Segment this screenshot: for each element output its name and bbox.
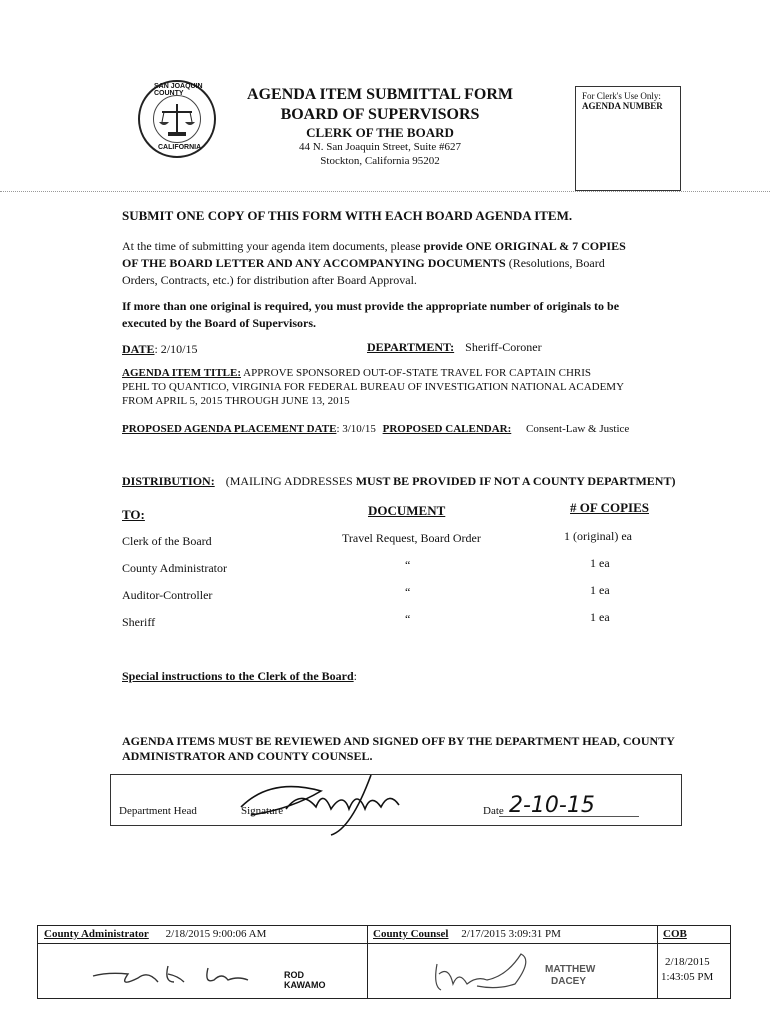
office-name: CLERK OF THE BOARD [306, 125, 454, 140]
date-label-signoff: Date [483, 805, 504, 817]
county-counsel-signature [417, 946, 557, 996]
col-to: TO: [122, 507, 145, 522]
instr-text-a: At the time of submitting your agenda item documents, please [122, 239, 424, 253]
instr-text-d: (Resolutions, Board [505, 256, 605, 270]
special-colon: : [353, 669, 357, 683]
scales-icon [154, 96, 200, 142]
calendar-label: PROPOSED CALENDAR: [382, 423, 512, 435]
department-field [367, 340, 542, 355]
dept-head-label: Department Head [119, 805, 197, 817]
county-admin-cell [38, 926, 368, 998]
col-document: DOCUMENT [368, 503, 446, 518]
county-admin-header [38, 926, 367, 944]
special-instructions [122, 669, 357, 684]
placement-value: : 3/10/15 [336, 423, 376, 435]
county-admin-name2: KAWAMO [284, 980, 326, 990]
department-head-signature [231, 769, 461, 839]
originals-instruction [122, 298, 662, 332]
cob-cell [657, 926, 730, 998]
form-title: AGENDA ITEM SUBMITTAL FORM [247, 86, 513, 103]
dist-to-0: Clerk of the Board [122, 534, 212, 548]
date-field [122, 342, 197, 357]
handwritten-date: 2-10-15 [509, 793, 595, 818]
form-subtitle: BOARD OF SUPERVISORS [280, 106, 480, 123]
cob-time: 1:43:05 PM [661, 971, 714, 983]
distribution-note-bold: MUST BE PROVIDED IF NOT A COUNTY DEPARTMENT) [355, 474, 676, 488]
calendar-value: Consent-Law & Justice [526, 423, 630, 435]
dist-doc-0: Travel Request, Board Order [342, 531, 481, 545]
agenda-item-title [122, 366, 662, 408]
county-counsel-header [367, 926, 657, 944]
address-line1: 44 N. San Joaquin Street, Suite #627 [299, 141, 461, 153]
department-value: Sheriff-Coroner [465, 340, 542, 354]
dist-to-2: Auditor-Controller [122, 588, 213, 602]
seal-bottom-text: CALIFORNIA [158, 144, 202, 151]
cob-date: 2/18/2015 [665, 956, 710, 968]
seal-top-text: SAN JOAQUIN COUNTY [154, 83, 203, 97]
agenda-title-label: AGENDA ITEM TITLE: [122, 367, 241, 379]
county-counsel-timestamp: 2/17/2015 3:09:31 PM [461, 928, 561, 940]
county-counsel-name [545, 964, 595, 988]
county-counsel-name1: MATTHEW [545, 964, 596, 975]
county-seal [138, 80, 216, 158]
submit-instruction: SUBMIT ONE COPY OF THIS FORM WITH EACH BOARD AGENDA ITEM. [122, 208, 573, 223]
agenda-title-line3: FROM APRIL 5, 2015 THROUGH JUNE 13, 2015 [122, 395, 350, 407]
seal-inner-ring [153, 95, 201, 143]
signoff-box [110, 774, 682, 826]
divider [0, 191, 770, 192]
col-copies: # OF COPIES [570, 500, 649, 515]
county-counsel-label: County Counsel [373, 928, 449, 940]
special-label: Special instructions to the Clerk of the Board [122, 669, 354, 683]
dist-to-1: County Administrator [122, 561, 227, 575]
orig-text-a: If more than one original is required, you must provide the appropriate number of originals to be [122, 299, 620, 313]
county-counsel-name2: DACEY [551, 976, 587, 987]
date-label: DATE [122, 342, 155, 356]
copies-instruction [122, 238, 662, 289]
address-line2: Stockton, California 95202 [320, 155, 440, 167]
clerk-use-label: For Clerk's Use Only: [582, 91, 661, 101]
cob-header [657, 926, 730, 944]
placement-field [122, 423, 629, 435]
approval-footer [37, 925, 731, 999]
dist-doc-2: “ [405, 585, 411, 599]
county-admin-signature [88, 948, 288, 994]
dist-doc-3: “ [405, 612, 411, 626]
review-line1: AGENDA ITEMS MUST BE REVIEWED AND SIGNED OFF BY THE DEPARTMENT HEAD, COUNTY [122, 734, 675, 748]
agenda-title-line2: PEHL TO QUANTICO, VIRGINIA FOR FEDERAL BUREAU OF INVESTIGATION NATIONAL ACADEMY [122, 381, 625, 393]
distribution-label: DISTRIBUTION: [122, 474, 215, 488]
agenda-title-line1: APPROVE SPONSORED OUT-OF-STATE TRAVEL FOR CAPTAIN CHRIS [243, 367, 592, 379]
dist-copies-0: 1 (original) ea [564, 529, 632, 543]
instr-text-c: OF THE BOARD LETTER AND ANY ACCOMPANYING DOCUMENTS [122, 256, 506, 270]
instr-text-e: Orders, Contracts, etc.) for distribution after Board Approval. [122, 273, 417, 287]
cob-label: COB [663, 928, 687, 940]
signature-label: Signature [241, 805, 284, 817]
dist-copies-1: 1 ea [590, 556, 610, 570]
dist-to-3: Sheriff [122, 615, 156, 629]
dist-copies-3: 1 ea [590, 610, 610, 624]
county-admin-name [284, 970, 326, 990]
clerk-use-box [575, 86, 681, 191]
dist-copies-2: 1 ea [590, 583, 610, 597]
department-label: DEPARTMENT: [367, 340, 455, 354]
dist-doc-1: “ [405, 558, 411, 572]
placement-label: PROPOSED AGENDA PLACEMENT DATE [122, 423, 337, 435]
county-admin-name1: ROD [284, 970, 304, 980]
date-value: : 2/10/15 [154, 342, 198, 356]
county-admin-timestamp: 2/18/2015 9:00:06 AM [165, 928, 267, 940]
agenda-number-label: AGENDA NUMBER [582, 101, 663, 111]
review-notice [122, 734, 682, 764]
county-admin-label: County Administrator [44, 928, 149, 940]
review-line2: ADMINISTRATOR AND COUNTY COUNSEL. [122, 749, 373, 763]
distribution-note: (MAILING ADDRESSES [225, 474, 356, 488]
county-counsel-cell [367, 926, 658, 998]
instr-text-b: provide ONE ORIGINAL & 7 COPIES [423, 239, 626, 253]
distribution-header [122, 474, 675, 489]
orig-text-b: executed by the Board of Supervisors. [122, 316, 316, 330]
